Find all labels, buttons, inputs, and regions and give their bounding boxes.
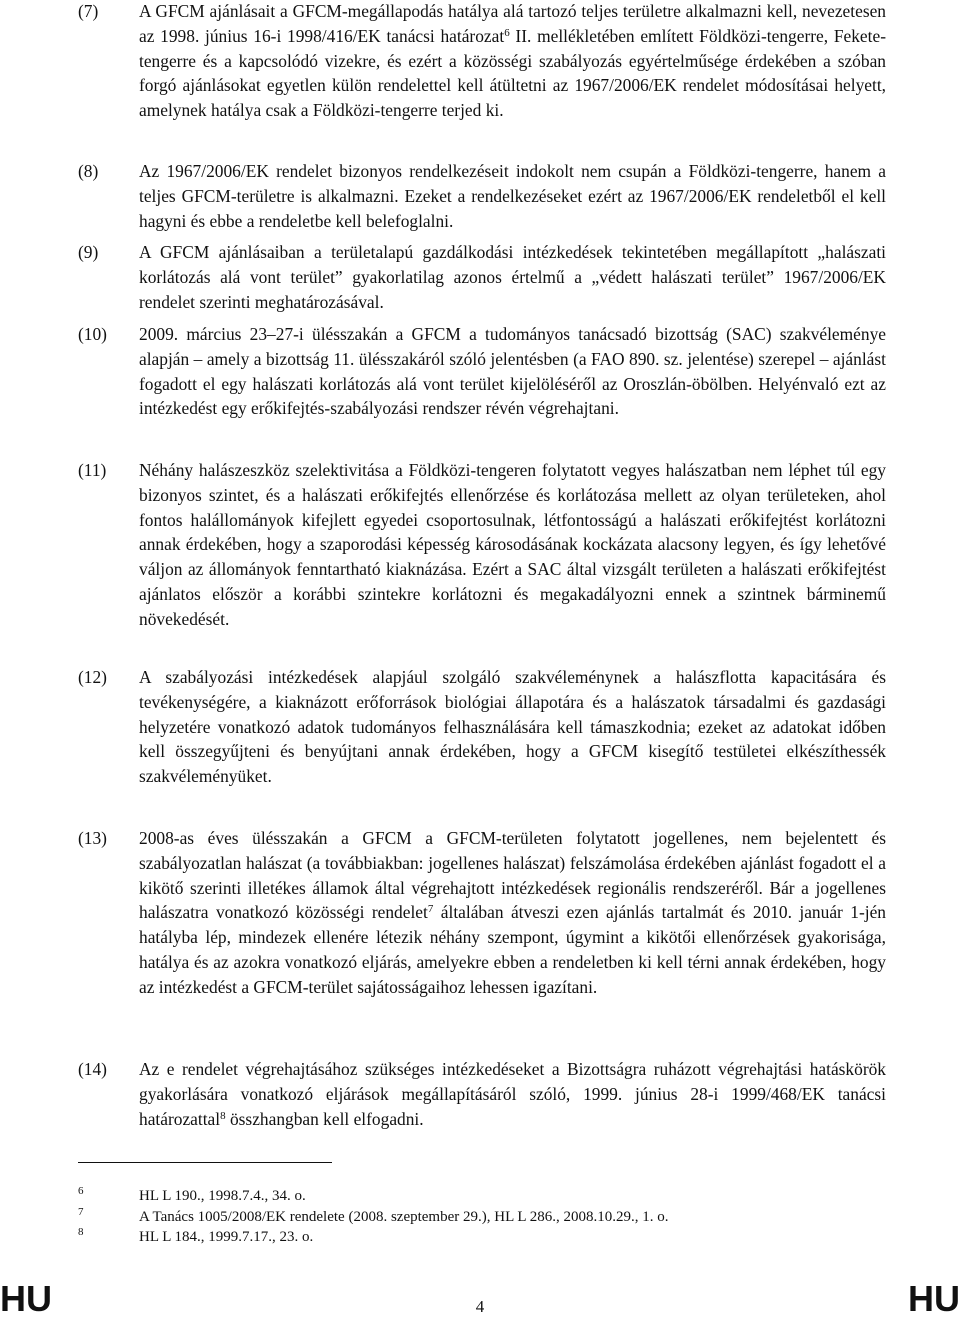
recital-text: A GFCM ajánlásaiban a területalapú gazdálkodási intézkedések tekintetében megállapított „halászati korlátozás alá vont terület” gyakorlatilag azonos értelmű a „védett halászati terület” 1967/2006/EK rendelet szerinti meghatározásával. [139,242,886,312]
language-code-left: HU [0,1278,52,1319]
recital-number: (8) [78,161,99,181]
recital-number: (11) [78,460,107,480]
footnote-text: HL L 184., 1999.7.17., 23. o. [139,1229,314,1245]
footnote-number: 7 [78,1206,84,1218]
footnote-text: HL L 190., 1998.7.4., 34. o. [139,1188,306,1204]
footnote-ref[interactable]: 8 [220,1109,226,1122]
page-number: 4 [475,1297,485,1316]
recital-text: 2009. március 23–27-i ülésszakán a GFCM a tudományos tanácsadó bizottság (SAC) szakvéleménye alapján – amely a bizottság 11. ülésszakáról szóló jelentésben (a FAO 890. sz. jelentése) szerepel – ajánlást fogadott el egy halászati korlátozás alá vont terület kijelöléséről az Oroszlán-öbölben. Helyénvaló ezt az intézkedést egy erőkifejtés-szabályozási rendszer révén végrehajtani. [139,324,886,419]
recital-number: (14) [78,1059,107,1079]
recital-number: (12) [78,667,107,687]
recital-7 [78,0,886,123]
footnote-number: 8 [78,1226,84,1238]
recital-10 [78,322,886,421]
language-code-right: HU [908,1278,960,1319]
footnote-ref[interactable]: 7 [427,903,434,916]
recital-14 [78,1057,886,1131]
footnote-separator [78,1162,332,1163]
recital-number: (10) [78,324,107,344]
recital-text: 2008-as éves ülésszakán a GFCM a GFCM-területen folytatott jogellenes, nem bejelentett és szabályozatlan halászat (a továbbiakban: jogellenes halászat) felszámolása érdekében ajánlást fogadott el a kikötő szerinti illetékes államok által végrehajtott intézkedések regionális rendszeréről. Bár a jogellenes halászatra vonatkozó közösségi rendelet$^7$ általában átveszi ezen ajánlás tartalmát és 2010. január 1-jén hatályba lép, mindezek ellenére létezik néhány szempont, úgymint a kikötői ellenőrzések gyakorisága, hatálya és az azokra vonatkozó eljárás, amelyekre ebben a rendeletben ki kell térni annak érdekében, hogy az intézkedést a GFCM-terület sajátosságaihoz lehessen igazítani. [139,828,886,997]
recital-9 [78,240,886,314]
recital-text: Az 1967/2006/EK rendelet bizonyos rendelkezéseit indokolt nem csupán a Földközi-tengerre, hanem a teljes GFCM-területre is alkalmazni. Ezeket a rendelkezéseket ezért az 1967/2006/EK rendeletből el kell hagyni és ebbe a rendeletbe kell belefoglalni. [139,161,886,231]
recital-11 [78,458,886,632]
recital-8 [78,159,886,233]
recital-text: A GFCM ajánlásait a GFCM-megállapodás hatálya alá tartozó teljes területre alkalmazni kell, nevezetesen az 1998. június 16-i 1998/416/EK tanácsi határozat$^6$ II. mellékletében említett Földközi-tengerre, Fekete-tengerre és a kapcsolódó vizekre, és ezért a közösségi szabályozás egyértelműsége érdekében a szóban forgó ajánlásokat egyetlen külön rendelettel kell átültetni az 1967/2006/EK rendelet módosításai helyett, amelynek hatálya csak a Földközi-tengerre terjed ki. [139,1,886,121]
recital-text: A szabályozási intézkedések alapjául szolgáló szakvéleménynek a halászflotta kapacitására és tevékenységére, a kiaknázott erőforrások biológiai állapotára és a halászatok társadalmi és gazdasági helyzetére vonatkozó adatok tudományos felhasználására kell támaszkodnia; ezeket az adatokat időben kell összegyűjteni és benyújtani annak érdekében, hogy a GFCM kisegítő testületei elkészíthessék szakvéleményüket. [139,667,886,787]
recital-number: (7) [78,1,99,21]
footnote-ref[interactable]: 6 [504,26,510,39]
recital-text: Néhány halászeszköz szelektivitása a Földközi-tengeren folytatott vegyes halászatban nem léphet túl egy bizonyos szintet, és a halászati erőkifejtés ellenőrzése és korlátozása mellett az olyan területeken, ahol fontos halállományok kifejlett egyedei csoportosulnak, létfontosságú a halászati erőkifejtést korlátozni annak érdekében, hogy a szaporodási képesség károsodásának kockázata alacsony legyen, és így lehetővé váljon az állományok fenntartható kiaknázása. Ezért a SAC által vizsgált területen a halászati erőkifejtést ajánlatos először a korábbi szintekre korlátozni és megakadályozni ennek a szintnek bárminemű növekedését. [139,460,886,629]
recital-text: Az e rendelet végrehajtásához szükséges intézkedéseket a Bizottságra ruházott végrehajtási hatáskörök gyakorlására vonatkozó eljárások megállapításáról szóló, 1999. június 28-i 1999/468/EK tanácsi határozattal$^8$ összhangban kell elfogadni. [139,1059,886,1129]
recital-number: (13) [78,828,107,848]
footnote-number: 6 [78,1185,84,1197]
footnote-text: A Tanács 1005/2008/EK rendelete (2008. szeptember 29.), HL L 286., 2008.10.29., 1. o. [139,1209,669,1225]
recital-13 [78,826,886,1000]
recital-12 [78,665,886,789]
recital-number: (9) [78,242,99,262]
